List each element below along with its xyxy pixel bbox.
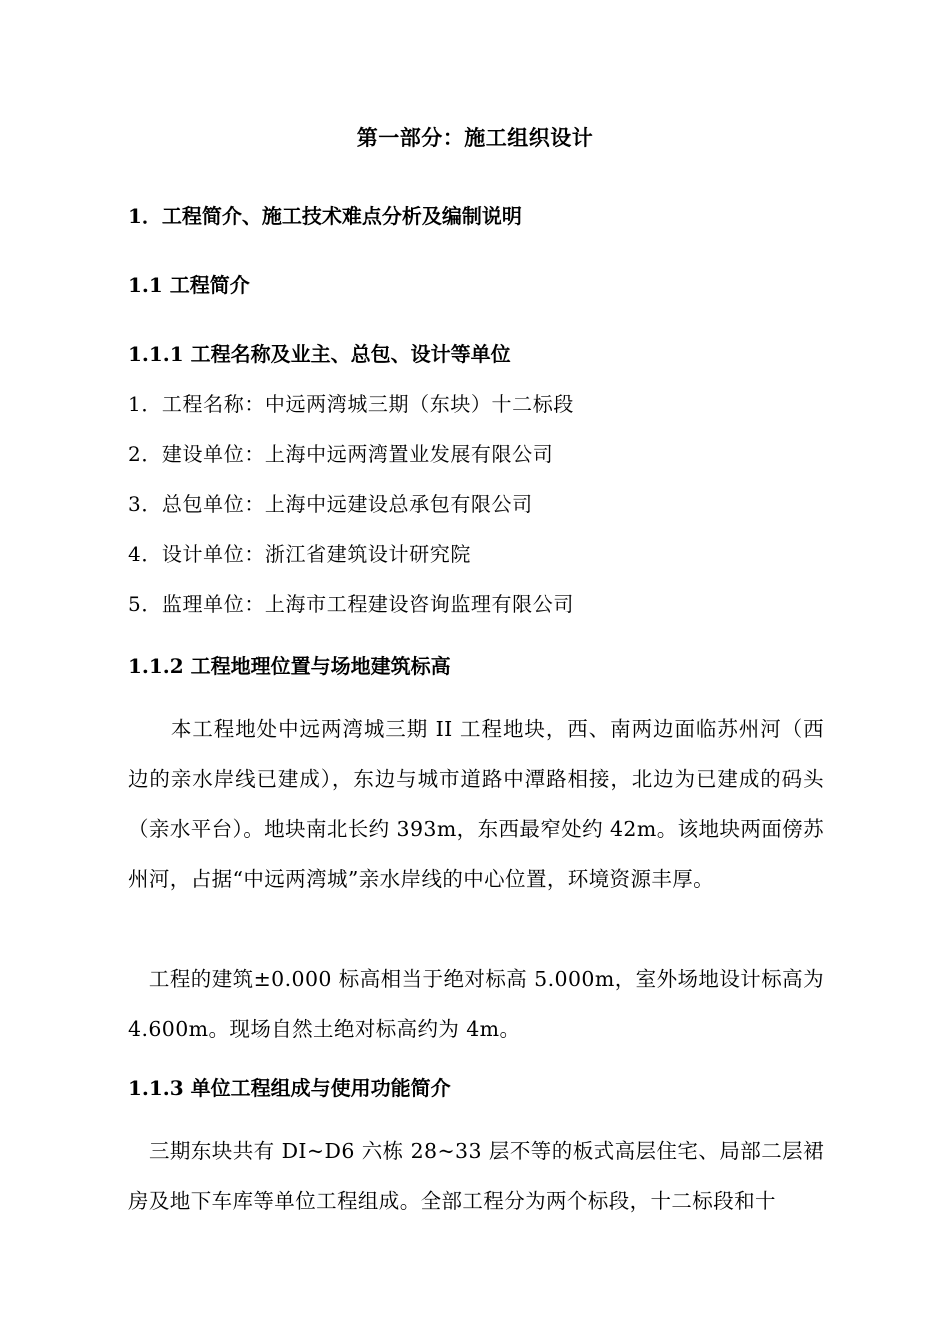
section-1-1-2-heading: 1.1.2 工程地理位置与场地建筑标高 [128, 654, 451, 678]
section-1-heading: 1．工程简介、施工技术难点分析及编制说明 [128, 204, 522, 228]
composition-paragraph: 三期东块共有 DI~D6 六栋 28~33 层不等的板式高层住宅、局部二层裙房及地下车库等单位工程组成。全部工程分为两个标段，十二标段和十 [128, 1139, 824, 1213]
unit-design: 4．设计单位：浙江省建筑设计研究院 [128, 542, 471, 566]
unit-general-contractor: 3．总包单位：上海中远建设总承包有限公司 [128, 492, 533, 516]
section-1-1-3-heading: 1.1.3 单位工程组成与使用功能简介 [128, 1076, 451, 1100]
unit-supervision: 5．监理单位：上海市工程建设咨询监理有限公司 [128, 592, 574, 616]
section-1-1-heading: 1.1 工程简介 [128, 273, 250, 297]
unit-construction: 2．建设单位：上海中远两湾置业发展有限公司 [128, 442, 554, 466]
elevation-paragraph: 工程的建筑±0.000 标高相当于绝对标高 5.000m，室外场地设计标高为 4.600m。现场自然土绝对标高约为 4m。 [128, 967, 824, 1041]
unit-project-name: 1．工程名称：中远两湾城三期（东块）十二标段 [128, 392, 574, 416]
document-title: 第一部分：施工组织设计 [356, 125, 594, 150]
section-1-1-1-heading: 1.1.1 工程名称及业主、总包、设计等单位 [128, 342, 511, 366]
location-paragraph: 本工程地处中远两湾城三期 II 工程地块，西、南两边面临苏州河（西边的亲水岸线已建成），东边与城市道路中潭路相接，北边为已建成的码头（亲水平台）。地块南北长约 393m，东西最窄处约 42m。该地块两面傍苏州河，占据“中远两湾城”亲水岸线的中心位置，环境资源丰厚。 [128, 717, 824, 891]
